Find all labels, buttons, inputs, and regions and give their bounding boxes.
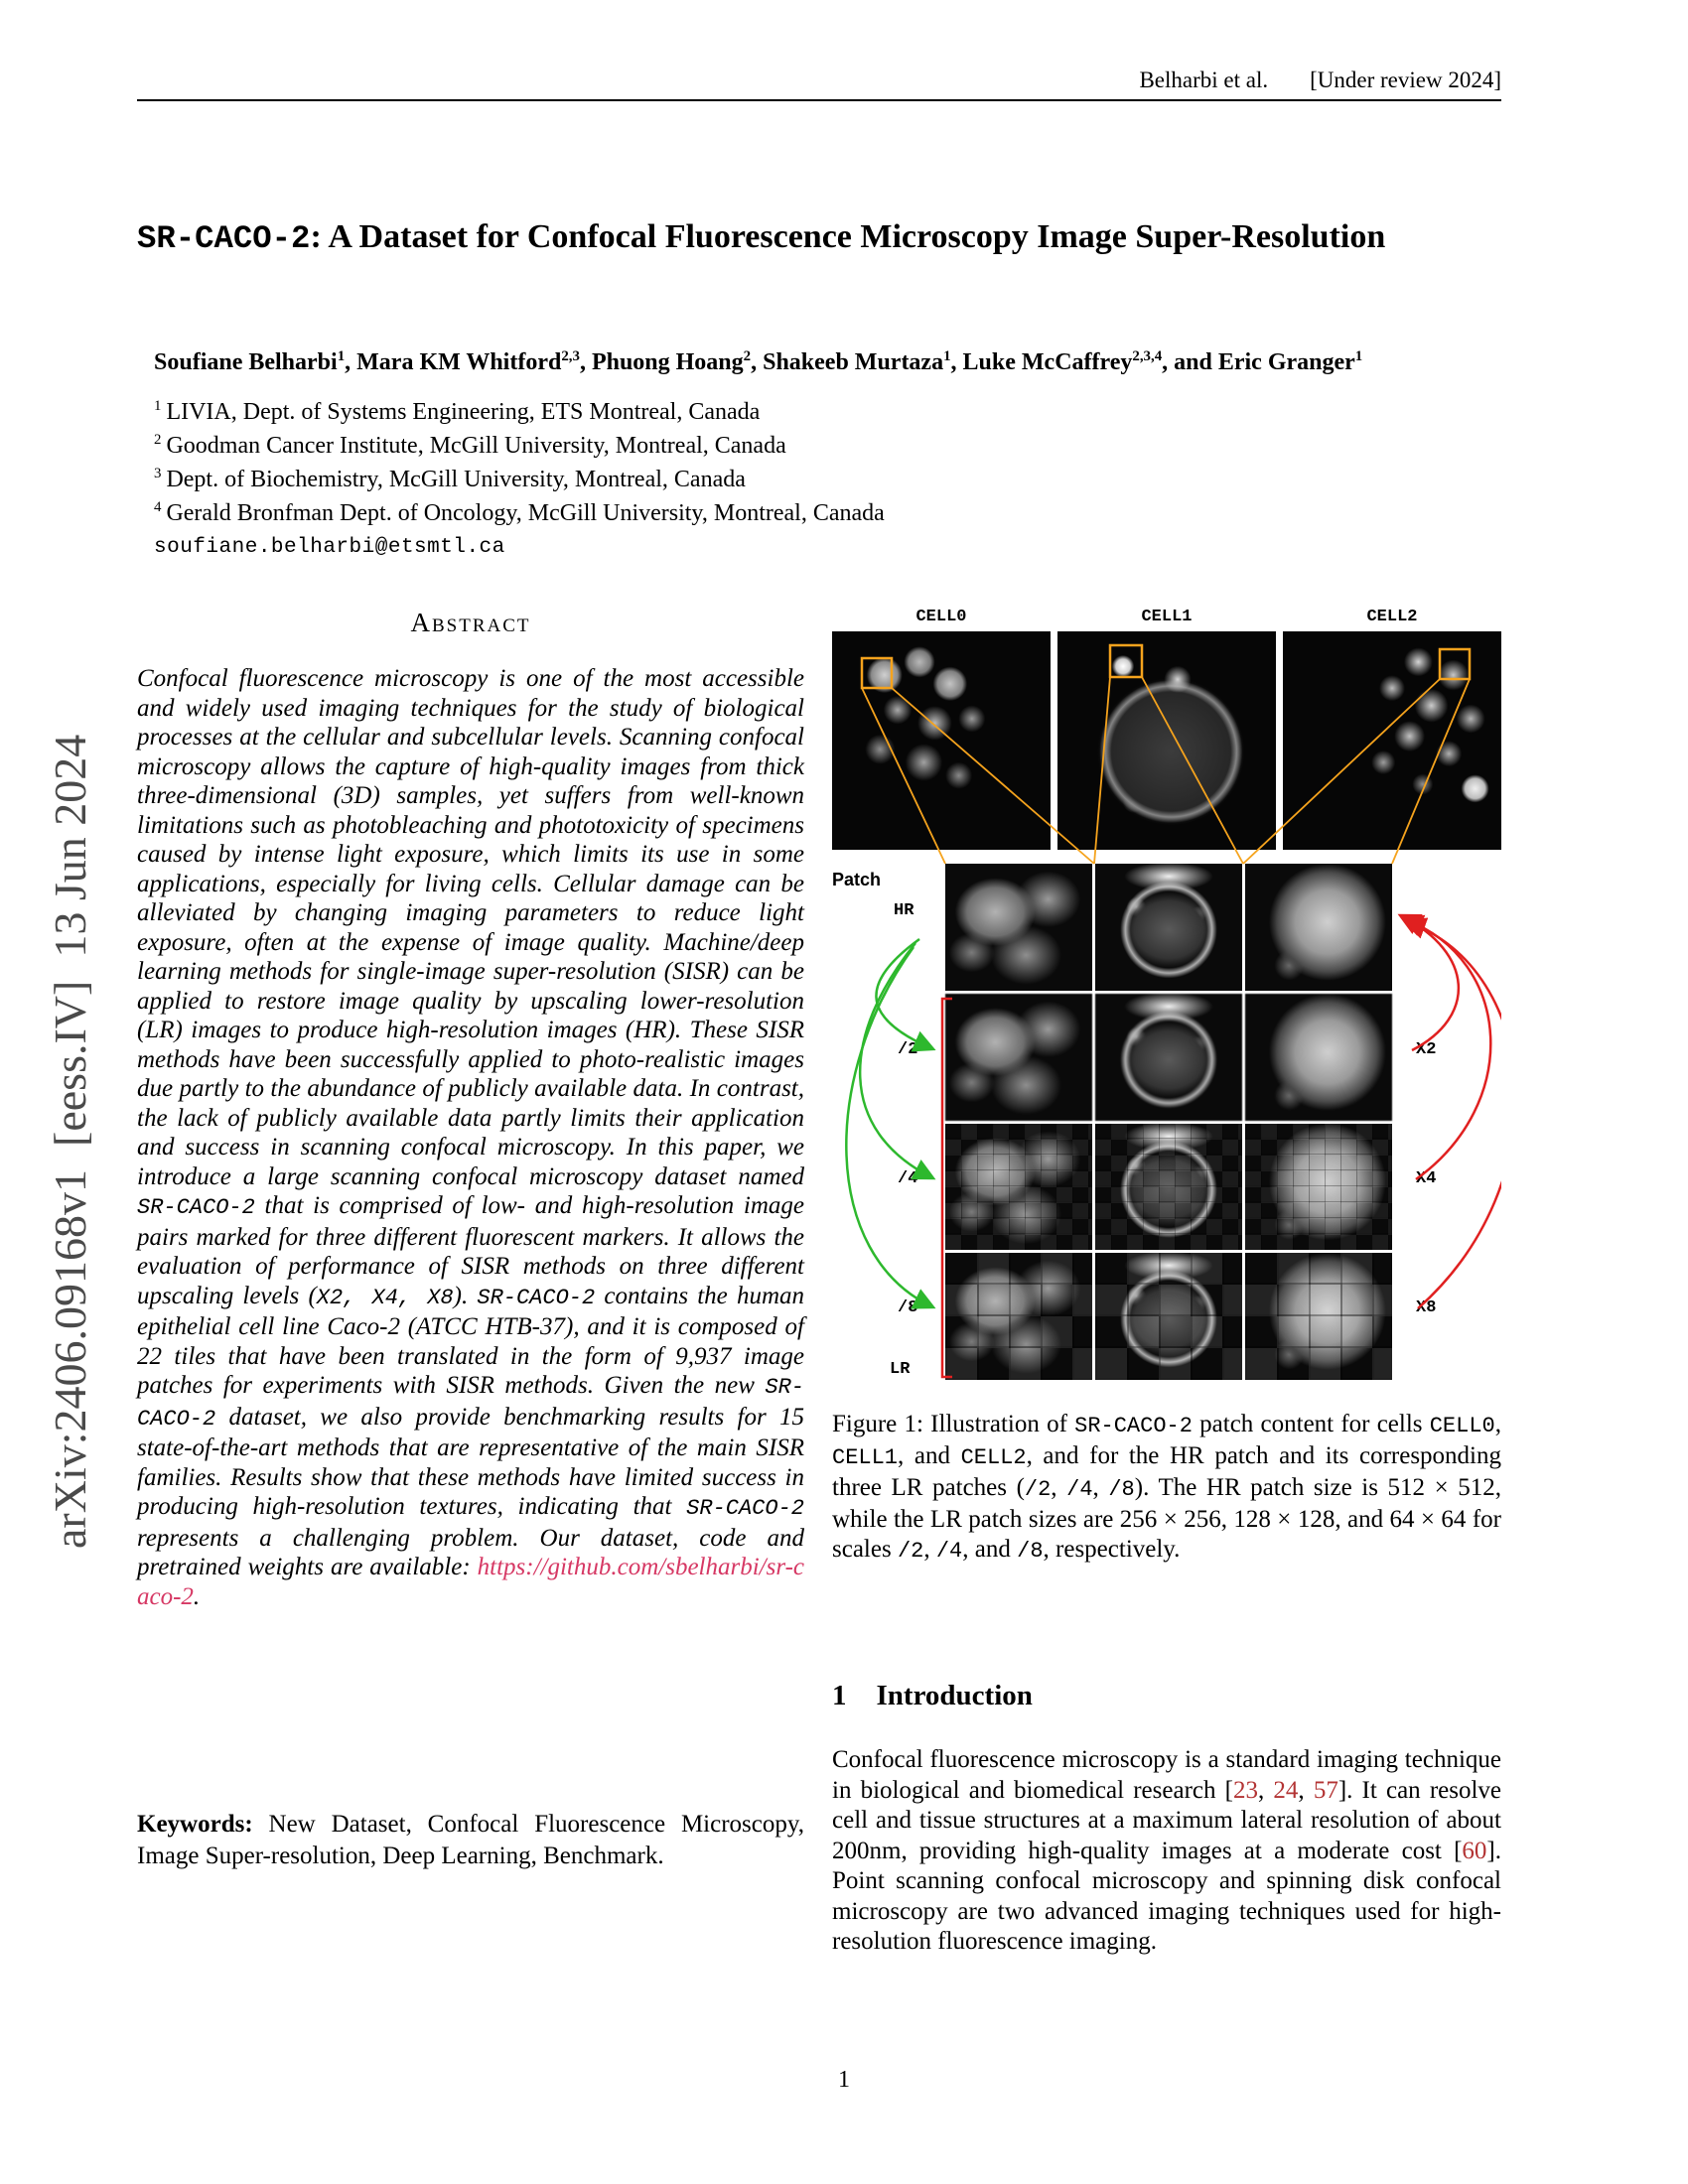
text-segment: , <box>1092 1474 1109 1501</box>
downscale-arrow-div4 <box>860 943 931 1177</box>
patch-div4-cell0 <box>945 1124 1092 1251</box>
text-segment: SR-CACO-2 <box>686 1496 804 1521</box>
patch-div2-cell0 <box>945 994 1092 1121</box>
text-segment: contains the human epithelial cell line Caco-2 (ATCC HTB-37), and it is composed of 22 tiles that have been translated in the form of 9,937 image patches for experiments with SISR methods. Given the new <box>137 1282 804 1399</box>
affiliation: $^2$ Goodman Cancer Institute, McGill University, Montreal, Canada <box>154 432 786 459</box>
text-segment: : A Dataset for Confocal Fluorescence Microscopy Image Super-Resolution <box>310 218 1386 255</box>
text-segment: patch content for cells <box>1192 1411 1430 1437</box>
text-segment: /4 <box>935 1539 963 1564</box>
cell1-label: CELL1 <box>1141 608 1193 626</box>
patch-div8-cell1 <box>1095 1253 1242 1380</box>
text-segment: SR-CACO-2 <box>137 1375 804 1432</box>
author: Mara KM Whitford$^{2,3}$, <box>356 348 592 375</box>
header-rule <box>137 99 1501 101</box>
running-header-status: [Under review 2024] <box>1310 68 1501 92</box>
text-segment: /8 <box>1017 1539 1044 1564</box>
downscale-arrows <box>846 939 931 1306</box>
downscale-arrow-div2 <box>876 939 931 1048</box>
figure-1 <box>832 604 1501 1398</box>
text-segment: , and <box>898 1442 961 1469</box>
author: Luke McCaffrey$^{2,3,4}$, and <box>962 348 1218 375</box>
patch-hr-cell2 <box>1245 864 1392 991</box>
text-segment: represents a challenging problem. Our dataset, code and pretrained weights are available: <box>137 1524 804 1580</box>
text-segment: SR-CACO-2 <box>477 1285 596 1310</box>
div8-row-label: /8 <box>898 1298 918 1317</box>
cell0-label: CELL0 <box>915 608 967 626</box>
page-number: 1 <box>838 2067 850 2093</box>
text-segment: Confocal fluorescence microscopy is a standard imaging technique in biological and biomedical research [ <box>832 1746 1501 1804</box>
text-segment: , <box>1051 1474 1067 1501</box>
text-segment: , <box>1494 1411 1501 1437</box>
text-segment: that is comprised of low- and high-resolution image pairs marked for three different fluorescent markers. It allows the evaluation of performance of SISR methods on three different upscaling levels ( <box>137 1192 804 1309</box>
patch-div2-cell1 <box>1095 994 1242 1121</box>
text-segment: SR-CACO-2 <box>1074 1414 1193 1438</box>
running-header-authors: Belharbi et al. <box>1139 68 1269 92</box>
author: Soufiane Belharbi$^1$, <box>154 348 357 375</box>
text-segment: dataset, we also provide benchmarking results for 15 state-of-the-art methods that are representative of the main SISR families. Results show that these methods have limited success in producing high-resolution textures, indicating that <box>137 1403 804 1520</box>
text-segment: , respectively. <box>1043 1536 1181 1563</box>
introduction-text <box>832 1745 1501 1958</box>
affiliation: $^3$ Dept. of Biochemistry, McGill University, Montreal, Canada <box>154 466 746 492</box>
patch-label: Patch <box>832 870 882 889</box>
left-column <box>137 608 804 1611</box>
cell2-microscopy-image <box>1283 631 1501 850</box>
lr-label: LR <box>890 1360 911 1379</box>
cell0-microscopy-image <box>832 631 1051 850</box>
author: Phuong Hoang$^2$, <box>591 348 764 375</box>
patch-div2-cell2 <box>1245 994 1392 1121</box>
text-segment: , <box>923 1536 936 1563</box>
text-segment: SR-CACO-2 <box>137 220 311 257</box>
upscale-arrow-x2 <box>1402 916 1459 1050</box>
text-segment: , and <box>962 1536 1018 1563</box>
text-segment: Confocal fluorescence microscopy is one of the most accessible and widely used imaging techniques for the study of biological processes at the cellular and subcellular levels. Scanning confocal microscopy allows the capture of high-quality images from thick three-dimensional (3D) samples, yet suffers from well-known limitations such as photobleaching and phototoxicity of specimens caused by intense light exposure, which limits its use in some applications, especially for living cells. Cellular damage can be alleviated by changing imaging parameters to reduce light exposure, often at the expense of image quality. Machine/deep learning methods for single-image super-resolution (SISR) can be applied to restore image quality by upscaling lower-resolution (LR) images to produce high-resolution images (HR). These SISR methods have been successfully applied to photo-realistic images due partly to the abundance of publicly available data. In contrast, the lack of publicly available data partly limits their application and success in scanning confocal microscopy. In this paper, we introduce a large scanning confocal microscopy dataset named <box>137 665 804 1190</box>
text-segment: CELL2 <box>960 1445 1027 1470</box>
text-segment: /8 <box>1108 1477 1135 1502</box>
affiliation: $^1$ LIVIA, Dept. of Systems Engineering, ETS Montreal, Canada <box>154 398 761 425</box>
author: Eric Granger$^1$ <box>1217 348 1363 375</box>
downscale-arrow-div8 <box>846 947 931 1306</box>
text-segment: Figure 1: Illustration of <box>832 1411 1075 1437</box>
x2-scale-label: X2 <box>1416 1040 1437 1059</box>
text-segment: CELL0 <box>1429 1414 1495 1438</box>
contact-email: soufiane.belharbi@etsmtl.ca <box>154 536 505 559</box>
affiliation: $^4$ Gerald Bronfman Dept. of Oncology, McGill University, Montreal, Canada <box>154 499 885 526</box>
text-segment: /4 <box>1066 1477 1093 1502</box>
upscale-arrow-x8 <box>1408 922 1501 1308</box>
patch-hr-cell0 <box>945 864 1092 991</box>
text-segment: Keywords: <box>137 1811 269 1838</box>
citation-link[interactable]: 57 <box>1313 1776 1338 1804</box>
arxiv-stamp: arXiv:2406.09168v1 [eess.IV] 13 Jun 2024 <box>45 734 95 1549</box>
text-segment: /2 <box>1024 1477 1052 1502</box>
text-segment: ]. Point scanning confocal microscopy and spinning disk confocal microscopy are two advanced imaging techniques used for high-resolution fluorescence imaging. <box>832 1837 1501 1955</box>
abstract-text <box>137 664 804 1611</box>
hr-row-label: HR <box>894 901 914 920</box>
text-segment: , <box>1257 1776 1274 1804</box>
cell2-label: CELL2 <box>1366 608 1418 626</box>
citation-link[interactable]: 60 <box>1462 1837 1487 1864</box>
text-segment: , <box>1298 1776 1314 1804</box>
text-segment: ]. It can resolve cell and tissue structures at a maximum lateral resolution of about 200nm, providing high-quality images at a moderate cost [ <box>832 1776 1502 1864</box>
text-segment: , and for the HR patch and its corresponding three LR patches ( <box>832 1442 1501 1501</box>
text-segment: ). <box>453 1282 478 1309</box>
paper-title <box>137 214 1448 262</box>
text-segment: . <box>193 1582 201 1610</box>
keywords <box>137 1809 804 1872</box>
citation-link[interactable]: 24 <box>1273 1776 1299 1804</box>
abstract-heading: Abstract <box>410 608 531 637</box>
x4-scale-label: X4 <box>1416 1169 1437 1188</box>
upscale-arrows <box>1402 916 1501 1308</box>
patch-hr-cell1 <box>1095 864 1242 991</box>
text-segment: CELL1 <box>832 1445 899 1470</box>
text-segment: New Dataset, Confocal Fluorescence Microscopy, Image Super-resolution, Deep Learning, Benchmark. <box>137 1811 804 1869</box>
section-number: 1 <box>832 1680 847 1711</box>
author-line <box>154 349 1504 376</box>
x8-scale-label: X8 <box>1416 1298 1437 1317</box>
affiliations <box>154 395 885 530</box>
url-link[interactable]: https://github.com/sbelharbi/sr-caco-2 <box>137 1554 804 1610</box>
cell1-microscopy-image <box>1057 631 1276 850</box>
patch-div8-cell0 <box>945 1253 1092 1380</box>
text-segment: ). The HR patch size is 512 × 512, while the LR patch sizes are 256 × 256, 128 × 128, and 64 × 64 for scales <box>832 1474 1502 1563</box>
div2-row-label: /2 <box>898 1040 918 1059</box>
patch-div4-cell2 <box>1245 1124 1392 1251</box>
patch-div8-cell2 <box>1245 1253 1392 1380</box>
patch-div4-cell1 <box>1095 1124 1242 1251</box>
text-segment: /2 <box>897 1539 924 1564</box>
section-title: Introduction <box>876 1680 1033 1711</box>
text-segment: SR-CACO-2 <box>137 1195 255 1220</box>
section-heading-introduction <box>832 1680 1033 1712</box>
running-header <box>137 68 1501 93</box>
patch-grid <box>945 864 1392 1380</box>
figure-caption <box>832 1410 1501 1567</box>
citation-link[interactable]: 23 <box>1232 1776 1258 1804</box>
text-segment: X2, X4, X8 <box>316 1285 454 1310</box>
div4-row-label: /4 <box>898 1169 918 1188</box>
author: Shakeeb Murtaza$^1$, <box>763 348 963 375</box>
